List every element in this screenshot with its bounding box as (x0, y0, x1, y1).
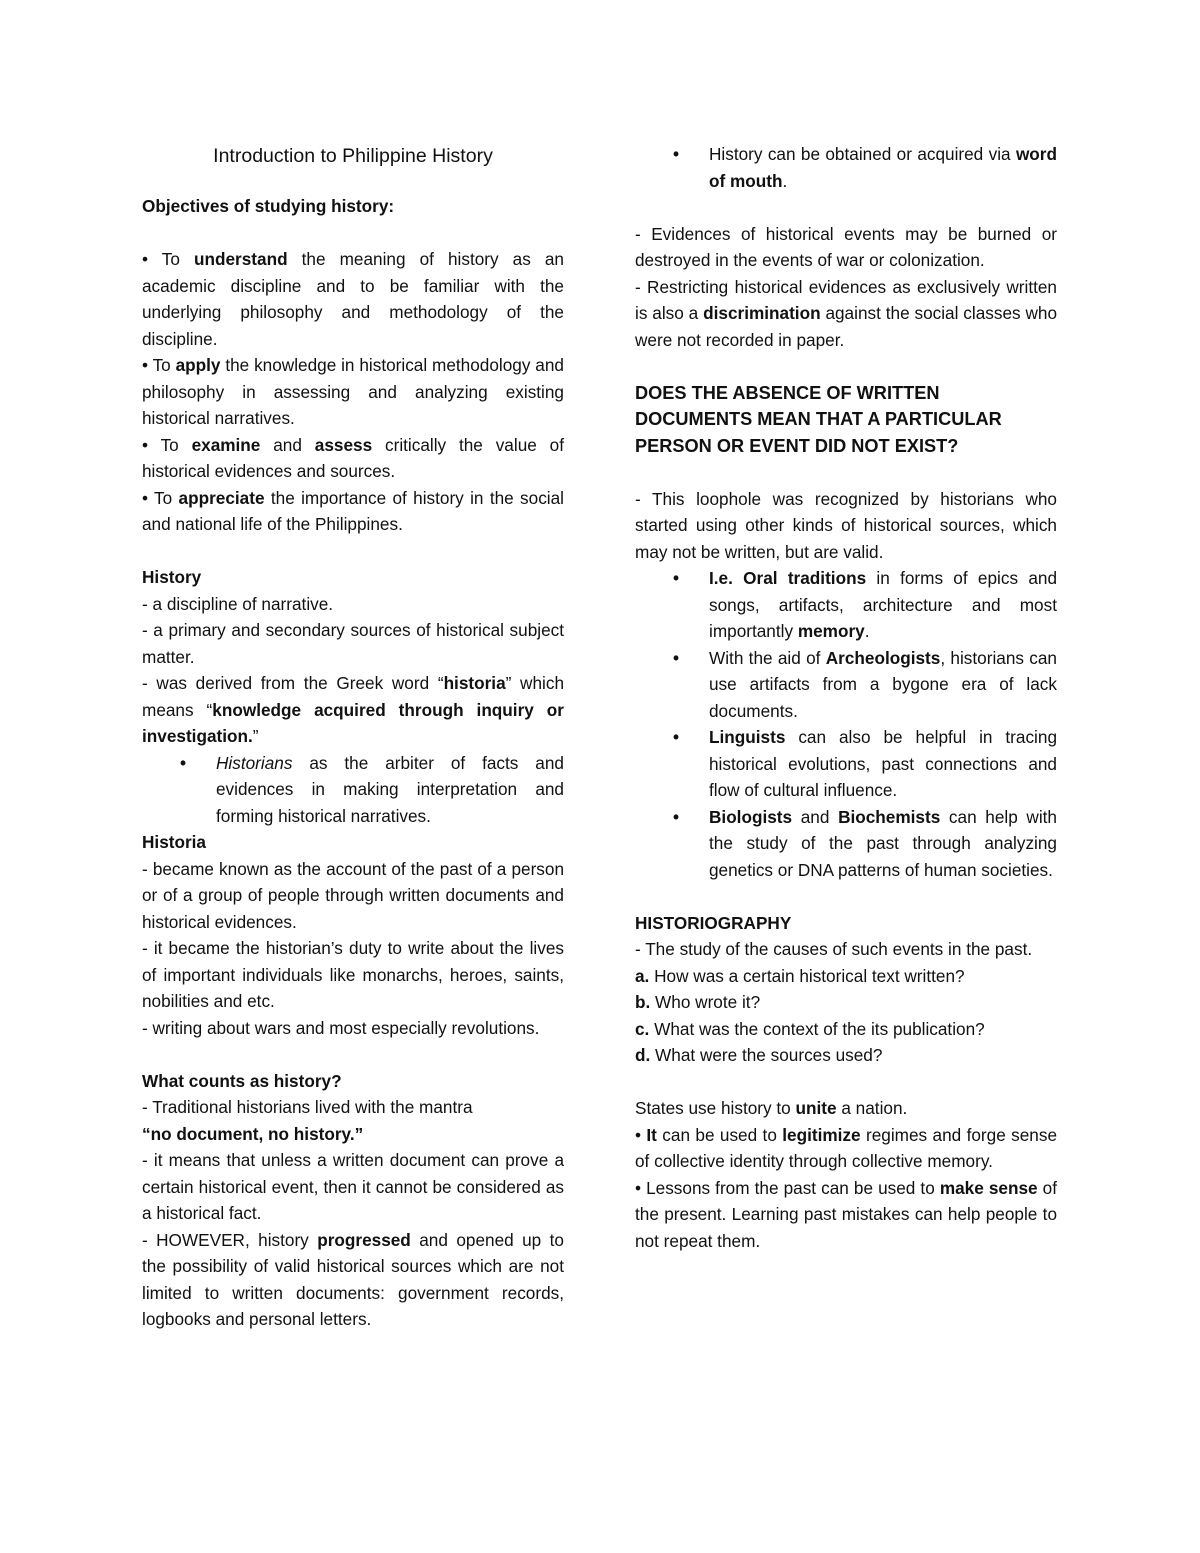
counts-heading: What counts as history? (142, 1070, 342, 1091)
states-point-1: • It can be used to legitimize regimes and forge sense of collective identity through collective memory. (635, 1124, 1057, 1171)
states-text: States use history to unite a nation. (635, 1098, 908, 1118)
history-heading: History (142, 567, 202, 587)
counts-point-2: - it means that unless a written document can prove a certain historical event, then it cannot be considered as a historical fact. (142, 1150, 564, 1223)
page-title: Introduction to Philippine History (213, 145, 493, 167)
objective-appreciate: • To appreciate the importance of history in the social and national life of the Philippines. (142, 487, 564, 534)
linguists-bullet: • Linguists can also be helpful in tracing historical evolutions, past connections and flow of cultural influence. (673, 727, 1057, 800)
oral-traditions-bullet: • I.e. Oral traditions in forms of epics and songs, artifacts, architecture and most importantly memory. (673, 568, 1057, 641)
historiography-question-a: a. How was a certain historical text written? (635, 965, 965, 986)
historiography-question-d: d. What were the sources used? (635, 1045, 883, 1065)
counts-point-3: - HOWEVER, history progressed and opened up to the possibility of valid historical sources which are not limited to written documents: government records, logbooks and personal letters. (142, 1229, 564, 1329)
evidence-point-1: - Evidences of historical events may be burned or destroyed in the events of war or colonization. (635, 223, 1057, 270)
states-point-2: • Lessons from the past can be used to make sense of the present. Learning past mistakes can help people to not repeat them. (635, 1177, 1058, 1251)
biologists-bullet: • Biologists and Biochemists can help with the study of the past through analyzing genetics or DNA patterns of human societies. (673, 806, 1057, 880)
historians-bullet: • Historians as the arbiter of facts and evidences in making interpretation and forming historical narratives. (180, 752, 564, 826)
objective-apply: • To apply the knowledge in historical methodology and philosophy in assessing and analyzing existing historical narratives. (142, 355, 564, 428)
right-column (635, 141, 1057, 1254)
word-of-mouth-bullet: • History can be obtained or acquired via word of mouth. (673, 144, 1057, 191)
counts-point-1: - Traditional historians lived with the mantra (142, 1097, 473, 1117)
historiography-question-b: b. Who wrote it? (635, 992, 761, 1012)
historia-heading: Historia (142, 832, 206, 852)
historiography-heading: HISTORIOGRAPHY (635, 912, 792, 933)
historia-point-2: - it became the historian’s duty to write about the lives of important individuals like monarchs, heroes, saints, nobilities and etc. (142, 938, 564, 1011)
counts-mantra: “no document, no history.” (142, 1123, 364, 1144)
objectives-heading: Objectives of studying history: (142, 196, 395, 216)
historia-point-1: - became known as the account of the past of a person or of a group of people through written documents and historical evidences. (142, 858, 564, 932)
objective-examine: • To examine and assess critically the value of historical evidences and sources. (142, 434, 564, 481)
loophole-text: - This loophole was recognized by historians who started using other kinds of historical sources, which may not be written, but are valid. (635, 488, 1057, 562)
historia-point-3: - writing about wars and most especially revolutions. (142, 1017, 540, 1038)
left-column (142, 141, 564, 1333)
history-point-2: - a primary and secondary sources of historical subject matter. (142, 620, 564, 667)
objective-understand: • To understand the meaning of history as an academic discipline and to be familiar with the underlying philosophy and methodology of the discipline. (142, 249, 564, 349)
evidence-point-2: - Restricting historical evidences as exclusively written is also a discrimination against the social classes who were not recorded in paper. (635, 276, 1058, 350)
absence-question: DOES THE ABSENCE OF WRITTEN DOCUMENTS MEAN THAT A PARTICULAR PERSON OR EVENT DID NOT EXIST? (635, 382, 1002, 456)
history-point-3: - was derived from the Greek word “historia” which means “knowledge acquired through inquiry or investigation.” (142, 673, 564, 746)
history-point-1: - a discipline of narrative. (142, 593, 334, 614)
archeologists-bullet: • With the aid of Archeologists, historians can use artifacts from a bygone era of lack documents. (673, 647, 1057, 721)
historiography-question-c: c. What was the context of the its publication? (635, 1018, 985, 1039)
historiography-definition: - The study of the causes of such events in the past. (635, 939, 1033, 959)
